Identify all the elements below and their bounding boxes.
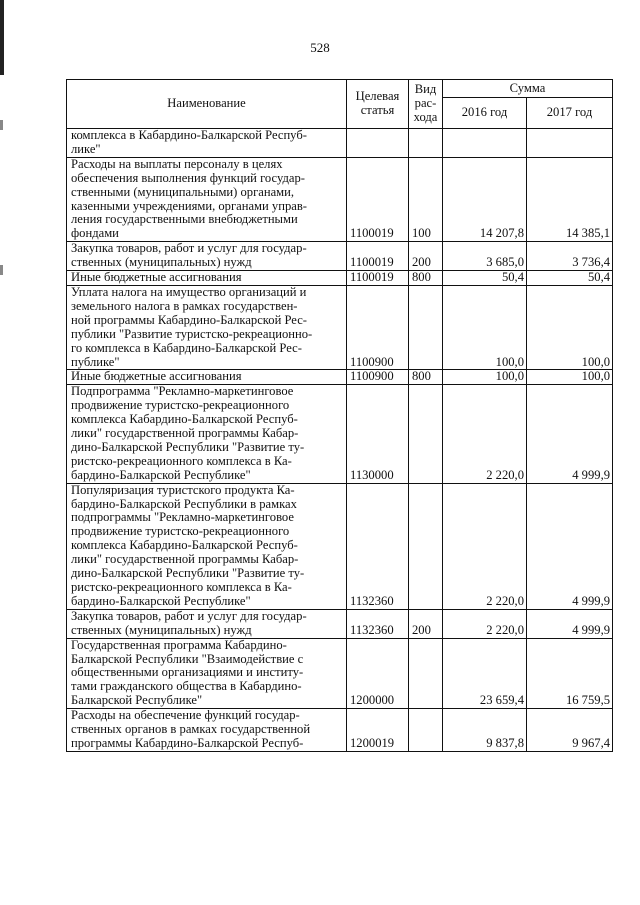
table-row [67, 483, 613, 609]
row-name-line: ления государственными внебюджетными [71, 212, 298, 227]
row-expense-type [409, 385, 443, 483]
row-name-line: бардино-Балкарской Республике" [71, 467, 251, 482]
table-row [67, 285, 613, 369]
row-name-line: лики" государственной программы Кабар- [71, 426, 299, 441]
row-name-line: ственными (муниципальными) органами, [71, 184, 295, 199]
row-article: 1130000 [347, 385, 409, 483]
row-name-line: земельного налога в рамках государствен- [71, 298, 298, 313]
row-article [347, 129, 409, 158]
table-row [67, 609, 613, 638]
row-amount-2016: 9 837,8 [443, 709, 527, 752]
table-row [67, 370, 613, 385]
row-name-line: подпрограммы "Рекламно-маркетинговое [71, 510, 294, 525]
row-name-line: ственных органов в рамках государственной [71, 722, 311, 737]
table-row [67, 638, 613, 709]
row-name-line: тами гражданского общества в Кабардино- [71, 679, 302, 694]
table-row [67, 385, 613, 483]
row-name-line: Закупка товаров, работ и услуг для государ- [71, 241, 307, 256]
row-name-line: Популяризация туристского продукта Ка- [71, 483, 295, 497]
row-name [67, 285, 347, 369]
row-amount-2017 [527, 129, 613, 158]
row-article: 1100019 [347, 242, 409, 271]
row-amount-2016: 2 220,0 [443, 483, 527, 609]
row-name-line: Расходы на выплаты персоналу в целях [71, 157, 283, 171]
row-name [67, 385, 347, 483]
row-amount-2016 [443, 129, 527, 158]
row-amount-2017: 3 736,4 [527, 242, 613, 271]
row-amount-2017: 100,0 [527, 285, 613, 369]
row-expense-type [409, 129, 443, 158]
table-body [67, 129, 613, 752]
row-expense-type [409, 638, 443, 709]
page-number: 528 [310, 40, 330, 55]
table-row [67, 709, 613, 752]
row-name-line: лике" [71, 141, 101, 156]
row-amount-2016: 3 685,0 [443, 242, 527, 271]
row-name-line: Государственная программа Кабардино- [71, 638, 287, 652]
row-amount-2017: 4 999,9 [527, 385, 613, 483]
row-amount-2016: 2 220,0 [443, 385, 527, 483]
row-article: 1100019 [347, 157, 409, 241]
row-name [67, 157, 347, 241]
row-article: 1200000 [347, 638, 409, 709]
row-name-line: ной программы Кабардино-Балкарской Рес- [71, 312, 307, 327]
row-expense-type [409, 483, 443, 609]
row-name-line: комплекса в Кабардино-Балкарской Респуб- [71, 128, 307, 142]
scan-edge-mark [0, 0, 4, 75]
row-name [67, 483, 347, 609]
row-amount-2017: 16 759,5 [527, 638, 613, 709]
table-row [67, 242, 613, 271]
row-expense-type: 200 [409, 242, 443, 271]
row-name-line: продвижение туристско-рекреационного [71, 524, 290, 539]
row-name-line: Уплата налога на имущество организаций и [71, 285, 307, 299]
row-name-line: Балкарской Республики "Взаимодействие с [71, 651, 304, 666]
row-article: 1200019 [347, 709, 409, 752]
row-expense-type: 800 [409, 370, 443, 385]
row-name-line: комплекса Кабардино-Балкарской Респуб- [71, 538, 298, 553]
row-article: 1132360 [347, 483, 409, 609]
row-name-line: казенными учреждениями, органами управ- [71, 198, 307, 213]
row-name-line: публике" [71, 354, 120, 369]
row-amount-2017: 9 967,4 [527, 709, 613, 752]
scan-edge-mark [0, 120, 3, 130]
row-name-line: комплекса Кабардино-Балкарской Респуб- [71, 412, 298, 427]
row-article: 1100019 [347, 271, 409, 286]
row-name [67, 638, 347, 709]
row-name [67, 709, 347, 752]
row-article: 1100900 [347, 370, 409, 385]
row-amount-2016: 100,0 [443, 370, 527, 385]
header-sum: Сумма [443, 80, 613, 98]
row-name-line: Подпрограмма "Рекламно-маркетинговое [71, 384, 294, 399]
row-amount-2017: 4 999,9 [527, 483, 613, 609]
row-amount-2017: 100,0 [527, 370, 613, 385]
row-name-line: Расходы на обеспечение функций государ- [71, 708, 300, 723]
row-name-line: Балкарской Республике" [71, 693, 203, 708]
row-name-line: лики" государственной программы Кабар- [71, 552, 299, 567]
row-expense-type: 800 [409, 271, 443, 286]
row-name [67, 609, 347, 638]
row-name-line: продвижение туристско-рекреационного [71, 398, 290, 413]
row-amount-2017: 4 999,9 [527, 609, 613, 638]
row-expense-type: 100 [409, 157, 443, 241]
row-name-line: ристско-рекреационного комплекса в Ка- [71, 580, 292, 594]
header-year-2017: 2017 год [527, 98, 613, 129]
row-name [67, 370, 347, 385]
row-name-line: го комплекса в Кабардино-Балкарской Рес- [71, 340, 302, 355]
row-name-line: Иные бюджетные ассигнования [71, 369, 242, 384]
row-amount-2017: 50,4 [527, 271, 613, 286]
row-amount-2016: 23 659,4 [443, 638, 527, 709]
row-amount-2016: 2 220,0 [443, 609, 527, 638]
row-expense-type [409, 709, 443, 752]
row-name-line: дино-Балкарской Республики "Развитие ту- [71, 566, 305, 581]
row-amount-2016: 100,0 [443, 285, 527, 369]
row-name-line: ристско-рекреационного комплекса в Ка- [71, 453, 292, 468]
row-amount-2016: 50,4 [443, 271, 527, 286]
table-row [67, 129, 613, 158]
table-row [67, 271, 613, 286]
table-row [67, 157, 613, 241]
header-article: Целевая статья [347, 80, 409, 129]
header-year-2016: 2016 год [443, 98, 527, 129]
row-name-line: Закупка товаров, работ и услуг для государ- [71, 609, 307, 623]
row-amount-2017: 14 385,1 [527, 157, 613, 241]
row-name-line: ственных (муниципальных) нужд [71, 255, 252, 270]
row-name-line: ственных (муниципальных) нужд [71, 622, 252, 637]
scan-edge-mark [0, 265, 3, 275]
row-name-line: обеспечения выполнения функций государ- [71, 170, 305, 185]
row-name-line: бардино-Балкарской Республики в рамках [71, 496, 297, 511]
row-name [67, 129, 347, 158]
row-name-line: публики "Развитие туристско-рекреационно- [71, 326, 313, 341]
header-expense-type: Вид рас-хода [409, 80, 443, 129]
budget-table [66, 79, 613, 752]
header-name: Наименование [67, 80, 347, 129]
row-name-line: Иные бюджетные ассигнования [71, 270, 242, 285]
row-name-line: дино-Балкарской Республики "Развитие ту- [71, 439, 305, 454]
row-name-line: фондами [71, 226, 119, 241]
row-name-line: программы Кабардино-Балкарской Респуб- [71, 735, 304, 750]
row-amount-2016: 14 207,8 [443, 157, 527, 241]
row-article: 1132360 [347, 609, 409, 638]
row-name-line: общественными организациями и институ- [71, 665, 304, 680]
row-name-line: бардино-Балкарской Республике" [71, 593, 251, 608]
row-expense-type: 200 [409, 609, 443, 638]
row-name [67, 271, 347, 286]
row-name [67, 242, 347, 271]
row-article: 1100900 [347, 285, 409, 369]
row-expense-type [409, 285, 443, 369]
